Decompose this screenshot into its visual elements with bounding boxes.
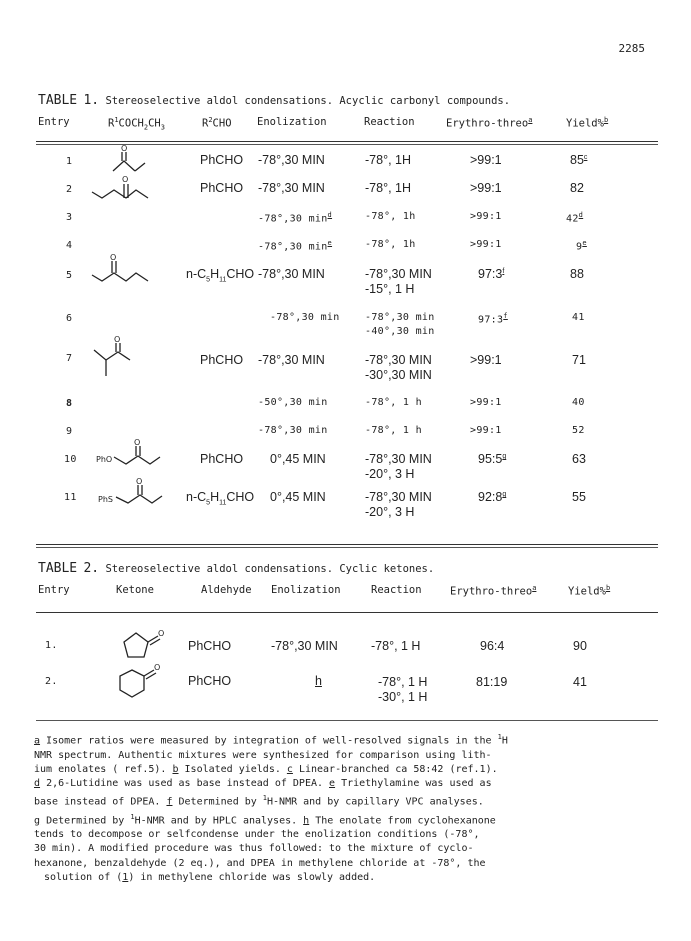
footnote-line: solution of (1) in methylene chloride was slowly added. — [44, 871, 376, 883]
t1-yield: 9e — [576, 239, 587, 253]
table1-header-entry: Entry — [38, 116, 70, 128]
t1-entry: 11 — [64, 492, 77, 503]
oxygen-label: O — [136, 477, 143, 486]
t2-yield: 90 — [573, 639, 587, 653]
oxygen-label: O — [121, 144, 128, 153]
table1-header-reaction: Reaction — [364, 116, 415, 128]
t1-reaction-2: -40°,30 min — [365, 326, 435, 337]
t1-erythro-threo: 95:5$^g$ — [478, 452, 507, 466]
table1-header-enolization: Enolization — [257, 116, 327, 128]
footnotes — [34, 730, 664, 885]
t1-entry: 9 — [66, 426, 73, 437]
t1-entry: 10 — [64, 454, 77, 465]
table2-header-reaction: Reaction — [371, 584, 422, 596]
t1-yield: 42$^d$ — [566, 211, 584, 225]
t1-reaction: -78°,30 MIN — [365, 490, 432, 504]
footnote-line: d 2,6-Lutidine was used as base instead of DPEA. e Triethylamine was used as — [34, 777, 492, 789]
structure-phenylthio-ketone — [94, 478, 184, 508]
t1-erythro-threo: >99:1 — [470, 397, 502, 408]
table2-header-aldehyde: Aldehyde — [201, 584, 252, 596]
t1-erythro-threo: 97:3$^f$ — [478, 267, 505, 281]
page-number: 2285 — [618, 42, 645, 55]
t1-erythro-threo: >99:1 — [470, 181, 502, 195]
table1-bottom-rule-2 — [36, 547, 658, 548]
t1-reaction-2: -30°,30 MIN — [365, 368, 432, 382]
t2-erythro-threo: 96:4 — [480, 639, 505, 653]
oxygen-label: O — [122, 175, 129, 184]
t2-reaction: -78°, 1 H — [378, 675, 428, 689]
t1-entry: 8 — [66, 398, 73, 409]
table1-header-erythro-threo: Erythro-threo$^a$ — [446, 116, 533, 130]
t1-enolization: -78°,30 MIN — [258, 267, 325, 281]
t1-yield: 55 — [572, 490, 586, 504]
t1-reaction: -78°, 1h — [365, 211, 416, 222]
t1-enolization: -78°,30 MIN — [258, 153, 325, 167]
t1-reaction: -78°, 1H — [365, 181, 411, 195]
t1-aldehyde: $n-C_5H_{11}CHO$ — [186, 490, 255, 507]
t1-enolization: -78°,30 $\min^e$ — [258, 239, 333, 253]
t1-yield: 63 — [572, 452, 586, 466]
structure-ethyl-isobutyl-ketone — [90, 170, 170, 204]
t1-erythro-threo: >99:1 — [470, 153, 502, 167]
t1-erythro-threo: 92:8$^g$ — [478, 490, 507, 504]
table2-header-enolization: Enolization — [271, 584, 341, 596]
t1-erythro-threo: 97:3$^f$ — [478, 312, 508, 326]
table2-header-rule — [36, 612, 658, 613]
t2-enolization: h — [315, 674, 322, 688]
t2-reaction-2: -30°, 1 H — [378, 690, 428, 704]
footnote-line: ium enolates ( ref.5). b Isolated yields. c Linear-branched ca 58:42 (ref.1). — [34, 763, 498, 775]
t1-aldehyde: PhCHO — [200, 181, 244, 195]
t1-reaction: -78°, 1h — [365, 239, 416, 250]
t1-reaction: -78°,30 MIN — [365, 353, 432, 367]
t1-reaction: -78°, 1H — [365, 153, 411, 167]
table2-header-erythro-threo: Erythro-threo$^a$ — [450, 584, 537, 598]
t1-entry: 7 — [66, 353, 73, 364]
structure-isopropyl-ethyl-ketone — [88, 335, 168, 388]
table1-caption: TABLE 1. Stereoselective aldol condensations. Acyclic carbonyl compounds. — [38, 93, 511, 108]
t1-erythro-threo: >99:1 — [470, 211, 502, 222]
t1-reaction: -78°,30 MIN — [365, 267, 432, 281]
table1-header-rule — [36, 141, 658, 142]
t1-yield: 88 — [570, 267, 584, 281]
t2-entry: 2. — [45, 676, 58, 687]
t1-yield: 40 — [572, 397, 585, 408]
footnote-line: 30 min). A modified procedure was thus followed: to the mixture of cyclo- — [34, 843, 474, 855]
t2-erythro-threo: 81:19 — [476, 675, 508, 689]
footnote-line: g Determined by $^1$H-NMR and by HPLC analyses. h The enolate from cyclohexanone — [34, 812, 496, 826]
t2-aldehyde: PhCHO — [188, 639, 232, 653]
table2-bottom-rule — [36, 720, 658, 721]
t1-yield: 41 — [572, 312, 585, 323]
t1-yield: 71 — [572, 353, 586, 367]
t1-aldehyde: PhCHO — [200, 452, 244, 466]
structure-cyclopentanone — [112, 625, 172, 665]
t2-aldehyde: PhCHO — [188, 674, 232, 688]
structure-dipropyl-ketone — [90, 253, 170, 287]
t1-reaction: -78°,30 min — [365, 312, 435, 323]
t2-yield: 41 — [573, 675, 587, 689]
table1-header-r2: $R^2CHO$ — [202, 116, 232, 130]
t1-enolization: 0°,45 MIN — [270, 452, 326, 466]
table2-header-yield: Yield%$^b$ — [568, 584, 611, 598]
t1-aldehyde: $n-C_5H_{11}CHO$ — [186, 267, 255, 284]
oxygen-label: O — [154, 663, 161, 672]
t1-aldehyde: PhCHO — [200, 153, 244, 167]
t1-entry: 5 — [66, 270, 73, 281]
t1-entry: 6 — [66, 313, 73, 324]
t2-reaction: -78°, 1 H — [371, 639, 421, 653]
t2-enolization: -78°,30 MIN — [271, 639, 338, 653]
table2-caption: TABLE 2. Stereoselective aldol condensations. Cyclic ketones. — [38, 561, 435, 576]
phenoxy-label: PhO — [96, 455, 113, 464]
t1-reaction: -78°, 1 h — [365, 397, 422, 408]
t1-reaction: -78°, 1 h — [365, 425, 422, 436]
t1-reaction-2: -20°, 3 H — [365, 505, 415, 519]
t2-entry: 1. — [45, 640, 58, 651]
structure-cyclohexanone — [112, 662, 172, 704]
t1-enolization: -78°,30 MIN — [258, 181, 325, 195]
table2-header-entry: Entry — [38, 584, 70, 596]
phenylthio-label: PhS — [98, 495, 113, 504]
t1-entry: 2 — [66, 184, 73, 195]
table1-header-r1: $R^1COCH_2CH_3$ — [108, 116, 165, 132]
t1-aldehyde: PhCHO — [200, 353, 244, 367]
t1-entry: 4 — [66, 240, 73, 251]
t1-erythro-threo: >99:1 — [470, 425, 502, 436]
t1-reaction-2: -15°, 1 H — [365, 282, 415, 296]
t1-enolization: -78°,30 min — [270, 312, 340, 323]
table1-bottom-rule — [36, 544, 658, 545]
t1-enolization: -78°,30 min — [258, 425, 328, 436]
footnote-line: base instead of DPEA. f Determined by $^1$H-NMR and by capillary VPC analyses. — [34, 794, 484, 808]
t1-yield: 82 — [570, 181, 584, 195]
footnote-line: a Isomer ratios were measured by integration of well-resolved signals in the $^1$H — [34, 733, 508, 747]
t1-enolization: -78°,30 MIN — [258, 353, 325, 367]
table1-header-yield: Yield%$^b$ — [566, 116, 609, 130]
t1-entry: 1 — [66, 156, 73, 167]
t1-erythro-threo: >99:1 — [470, 353, 502, 367]
oxygen-label: O — [110, 253, 117, 262]
footnote-line: tends to decompose or selfcondense under the enolization conditions (-78°, — [34, 829, 480, 841]
t1-entry: 3 — [66, 212, 73, 223]
t1-reaction: -78°,30 MIN — [365, 452, 432, 466]
t1-enolization: 0°,45 MIN — [270, 490, 326, 504]
t1-reaction-2: -20°, 3 H — [365, 467, 415, 481]
t1-yield: 52 — [572, 425, 585, 436]
t1-enolization: -50°,30 min — [258, 397, 328, 408]
t1-erythro-threo: >99:1 — [470, 239, 502, 250]
oxygen-label: O — [158, 629, 165, 638]
t1-enolization: -78°,30 $\min^d$ — [258, 211, 333, 225]
footnote-line: NMR spectrum. Authentic mixtures were synthesized for comparison using lith- — [34, 749, 492, 761]
footnote-line: hexanone, benzaldehyde (2 eq.), and DPEA in methylene chloride at -78°, the — [34, 857, 486, 869]
t1-yield: 85$^c$ — [570, 153, 588, 167]
structure-phenoxy-ketone — [94, 440, 184, 470]
oxygen-label: O — [114, 335, 121, 344]
table2-header-ketone: Ketone — [116, 584, 154, 596]
oxygen-label: O — [134, 438, 141, 447]
